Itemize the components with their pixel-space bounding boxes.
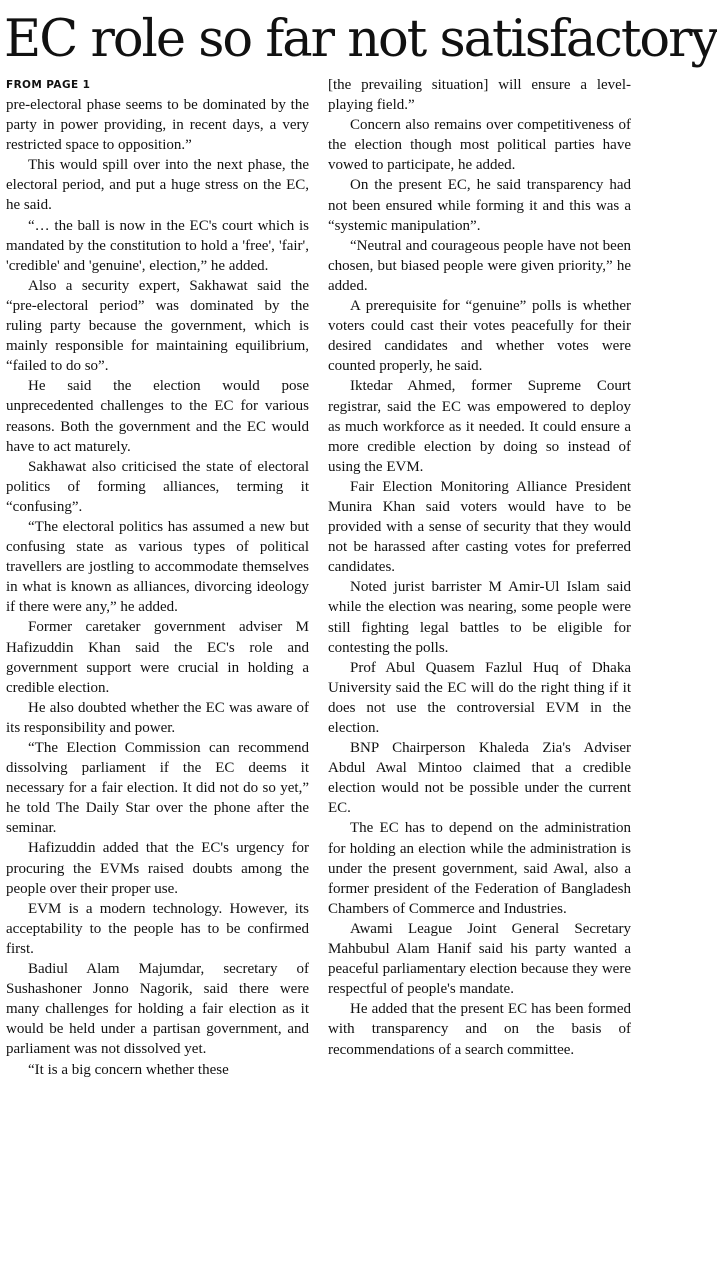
paragraph: A prerequisite for “genuine” polls is whether voters could cast their votes peacefully for their desired candidates and whether votes were counted properly, he said. [328,298,631,375]
paragraph: Iktedar Ahmed, former Supreme Court registrar, said the EC was empowered to deploy as much workforce as it needed. It could ensure a more credible election by doing so instead of using the EVM. [328,378,631,475]
paragraph: Prof Abul Quasem Fazlul Huq of Dhaka University said the EC will do the right thing if it does not use the controversial EVM in the election. [328,659,631,736]
continuation-kicker: FROM PAGE 1 [6,79,91,91]
paragraph: BNP Chairperson Khaleda Zia's Adviser Abdul Awal Mintoo claimed that a credible election would not be possible under the current EC. [328,740,631,817]
paragraph: Fair Election Monitoring Alliance President Munira Khan said voters would have to be provided with a sense of security that they would not be harassed after casting votes for preferred candidates. [328,478,631,576]
paragraph: On the present EC, he said transparency had not been ensured while forming it and this was a “systemic manipulation”. [328,177,631,234]
right-column [328,75,631,1263]
paragraph: Hafizuddin added that the EC's urgency for procuring the EVMs raised doubts among the people over their proper use. [6,840,309,897]
paragraph: He also doubted whether the EC was aware of its responsibility and power. [6,699,309,736]
paragraph: Badiul Alam Majumdar, secretary of Sushashoner Jonno Nagorik, said there were many challenges for holding a fair election as it would be held under a partisan government, and parliament was not dissolved yet. [6,961,309,1058]
paragraph: Former caretaker government adviser M Hafizuddin Khan said the EC's role and government support were crucial in holding a credible election. [6,619,309,696]
paragraph: Concern also remains over competitiveness of the election though most political parties have vowed to participate, he added. [328,117,631,174]
paragraph: EVM is a modern technology. However, its acceptability to the people has to be confirmed first. [6,900,309,957]
paragraph: The EC has to depend on the administration for holding an election while the administration is under the present government, said Awal, also a former president of the Federation of Bangladesh Chambers of Commerce and Industries. [328,820,631,917]
paragraph: Awami League Joint General Secretary Mahbubul Alam Hanif said his party wanted a peaceful parliamentary election because they were respectful of people's mandate. [328,920,631,998]
paragraph: Noted jurist barrister M Amir-Ul Islam said while the election was nearing, some people were still fighting legal battles to be eligible for contesting the polls. [328,579,631,656]
paragraph: He added that the present EC has been formed with transparency and on the basis of recommendations of a search committee. [328,1001,631,1058]
paragraph: “… the ball is now in the EC's court which is mandated by the constitution to hold a 'free', 'fair', 'credible' and 'genuine', election,” he added. [6,217,309,274]
paragraph: “It is a big concern whether these [28,1061,229,1078]
left-column [6,75,309,1263]
paragraph: Sakhawat also criticised the state of electoral politics of forming alliances, terming it “confusing”. [6,458,309,515]
paragraph: This would spill over into the next phase, the electoral period, and put a huge stress on the EC, he said. [6,157,309,214]
paragraph: [the prevailing situation] will ensure a level-playing field.” [328,77,631,114]
paragraph: pre-electoral phase seems to be dominated by the party in power providing, in recent days, a very restricted space to opposition.” [6,97,309,154]
paragraph: Also a security expert, Sakhawat said the “pre-electoral period” was dominated by the ruling party because the government, which is mainly responsible for maintaining equilibrium, “failed to do so”. [6,277,309,375]
paragraph: “Neutral and courageous people have not been chosen, but biased people were given priority,” he added. [328,237,631,294]
paragraph: He said the election would pose unprecedented challenges to the EC for various reasons. Both the government and the EC would have to act maturely. [6,378,309,455]
paragraph: “The Election Commission can recommend dissolving parliament if the EC deems it necessary for a fair election. It did not do so yet,” he told The Daily Star over the phone after the seminar. [6,740,309,837]
paragraph: “The electoral politics has assumed a new but confusing state as various types of political travellers are jostling to accommodate themselves in what is known as alliances, divorcing ideology if there were any,” he added. [6,518,309,616]
headline: EC role so far not satisfactory [4,10,717,69]
